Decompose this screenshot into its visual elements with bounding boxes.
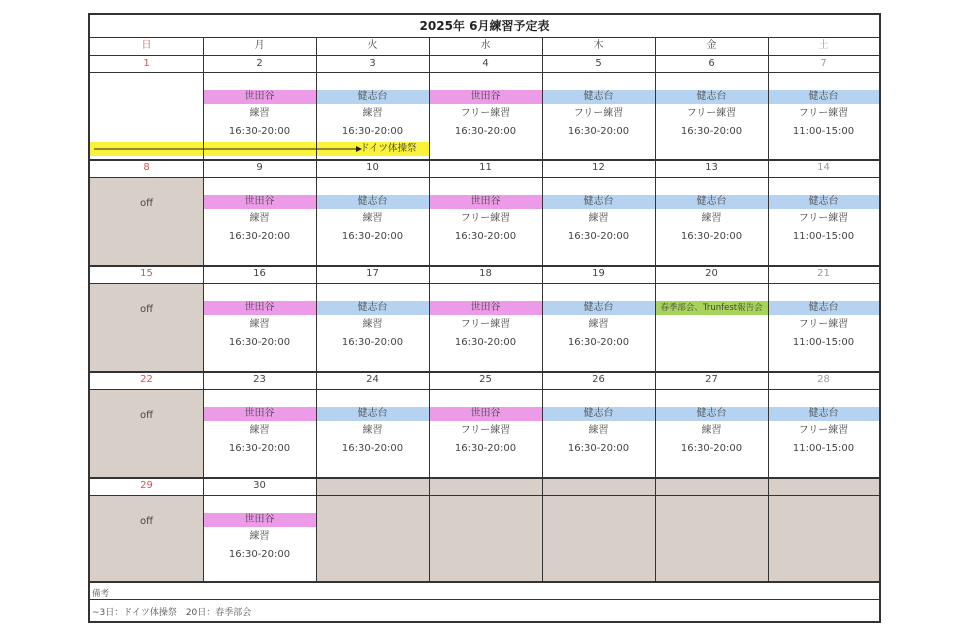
grid-col-line [655, 37, 656, 581]
practice-time: 16:30-20:00 [454, 231, 517, 242]
day-number: 16 [253, 268, 266, 279]
weekday-header: 金 [706, 40, 717, 51]
location-bar: 世田谷 [203, 407, 316, 421]
off-day-cell [90, 283, 203, 371]
off-day-cell [90, 389, 203, 477]
off-label: off [139, 304, 153, 315]
practice-type: フリー練習 [798, 108, 849, 119]
location-bar: 世田谷 [429, 407, 542, 421]
day-number: 19 [592, 268, 605, 279]
location-bar: 健志台 [316, 407, 429, 421]
day-number: 1 [143, 58, 150, 69]
practice-type: フリー練習 [460, 319, 511, 330]
day-number: 22 [140, 374, 153, 385]
practice-type: 練習 [588, 425, 609, 436]
off-label: off [139, 410, 153, 421]
location-bar: 世田谷 [203, 513, 316, 527]
location-bar: 健志台 [316, 90, 429, 104]
day-number: 15 [140, 268, 153, 279]
practice-type: 練習 [249, 425, 270, 436]
practice-time: 16:30-20:00 [341, 443, 404, 454]
day-number: 11 [479, 162, 492, 173]
practice-type: フリー練習 [460, 108, 511, 119]
empty-day-cell [429, 477, 542, 581]
day-number: 2 [256, 58, 263, 69]
practice-type: 練習 [249, 108, 270, 119]
grid-col-line [542, 37, 543, 581]
practice-type: フリー練習 [460, 213, 511, 224]
grid-row-line [90, 495, 879, 496]
practice-time: 16:30-20:00 [228, 549, 291, 560]
location-bar: 健志台 [655, 90, 768, 104]
day-number: 12 [592, 162, 605, 173]
location-bar: 世田谷 [429, 90, 542, 104]
empty-day-cell [655, 477, 768, 581]
location-bar: 世田谷 [429, 301, 542, 315]
day-number: 28 [817, 374, 830, 385]
day-number: 5 [595, 58, 602, 69]
grid-row-line [90, 37, 879, 38]
location-bar: 健志台 [768, 90, 879, 104]
empty-day-cell [316, 477, 429, 581]
grid-row-line [90, 477, 879, 479]
practice-time: 16:30-20:00 [228, 337, 291, 348]
location-bar: 世田谷 [203, 301, 316, 315]
practice-type: 練習 [362, 213, 383, 224]
location-bar: 世田谷 [203, 90, 316, 104]
practice-type: 練習 [588, 319, 609, 330]
grid-row-line [90, 389, 879, 390]
location-bar: 健志台 [655, 195, 768, 209]
location-bar: 健志台 [542, 407, 655, 421]
day-number: 29 [140, 480, 153, 491]
practice-type: フリー練習 [798, 319, 849, 330]
grid-row-line [90, 371, 879, 373]
practice-type: 練習 [362, 108, 383, 119]
location-bar: 健志台 [542, 90, 655, 104]
weekday-header: 火 [367, 40, 378, 51]
grid-row-line [90, 177, 879, 178]
grid-row-line [90, 581, 879, 583]
day-number: 30 [253, 480, 266, 491]
schedule-title: 2025年 6月練習予定表 [419, 19, 550, 33]
practice-time: 16:30-20:00 [341, 231, 404, 242]
practice-type: 練習 [249, 319, 270, 330]
practice-time: 11:00-15:00 [792, 126, 855, 137]
practice-time: 11:00-15:00 [792, 443, 855, 454]
day-number: 13 [705, 162, 718, 173]
off-label: off [139, 516, 153, 527]
empty-day-cell [768, 477, 879, 581]
location-bar: 健志台 [768, 407, 879, 421]
practice-time: 16:30-20:00 [567, 231, 630, 242]
day-number: 20 [705, 268, 718, 279]
practice-time: 11:00-15:00 [792, 231, 855, 242]
notes-label: 備考 [92, 589, 110, 599]
grid-col-line [203, 37, 204, 581]
practice-type: 練習 [362, 319, 383, 330]
practice-time: 16:30-20:00 [680, 443, 743, 454]
grid-col-line [429, 37, 430, 581]
day-number: 18 [479, 268, 492, 279]
location-bar: 世田谷 [429, 195, 542, 209]
grid-col-line [316, 37, 317, 581]
day-number: 23 [253, 374, 266, 385]
practice-type: フリー練習 [798, 425, 849, 436]
location-bar: 健志台 [316, 195, 429, 209]
location-bar: 健志台 [316, 301, 429, 315]
empty-day-cell [542, 477, 655, 581]
weekday-header: 日 [141, 40, 152, 51]
practice-time: 11:00-15:00 [792, 337, 855, 348]
weekday-header: 月 [254, 40, 265, 51]
practice-time: 16:30-20:00 [228, 126, 291, 137]
day-number: 8 [143, 162, 150, 173]
practice-time: 16:30-20:00 [567, 337, 630, 348]
practice-time: 16:30-20:00 [454, 337, 517, 348]
practice-time: 16:30-20:00 [680, 231, 743, 242]
notes-text: ~3日：ドイツ体操祭 20日：春季部会 [92, 608, 252, 618]
day-number: 17 [366, 268, 379, 279]
grid-row-line [90, 55, 879, 56]
practice-type: 練習 [588, 213, 609, 224]
practice-time: 16:30-20:00 [454, 126, 517, 137]
practice-time: 16:30-20:00 [228, 443, 291, 454]
off-label: off [139, 198, 153, 209]
day-number: 21 [817, 268, 830, 279]
grid-row-line [90, 159, 879, 161]
location-bar: 世田谷 [203, 195, 316, 209]
practice-type: 練習 [701, 425, 722, 436]
day-number: 10 [366, 162, 379, 173]
location-bar: 春季部会、Trunfest報告会 [655, 301, 768, 315]
practice-type: フリー練習 [686, 108, 737, 119]
day-number: 25 [479, 374, 492, 385]
day-number: 26 [592, 374, 605, 385]
practice-time: 16:30-20:00 [228, 231, 291, 242]
weekday-header: 水 [480, 40, 491, 51]
location-bar: 健志台 [768, 195, 879, 209]
practice-type: フリー練習 [460, 425, 511, 436]
off-day-cell [90, 177, 203, 265]
weekday-header: 木 [593, 40, 604, 51]
day-number: 6 [708, 58, 715, 69]
practice-time: 16:30-20:00 [341, 126, 404, 137]
grid-row-line [90, 599, 879, 600]
day-number: 7 [820, 58, 827, 69]
practice-type: 練習 [249, 531, 270, 542]
location-bar: 健志台 [542, 301, 655, 315]
grid-col-line [768, 37, 769, 581]
event-arrow-icon [94, 142, 364, 156]
practice-time: 16:30-20:00 [680, 126, 743, 137]
location-bar: 健志台 [542, 195, 655, 209]
location-bar: 健志台 [768, 301, 879, 315]
grid-row-line [90, 283, 879, 284]
practice-time: 16:30-20:00 [341, 337, 404, 348]
practice-time: 16:30-20:00 [454, 443, 517, 454]
schedule-sheet [88, 13, 881, 623]
day-number: 27 [705, 374, 718, 385]
practice-time: 16:30-20:00 [567, 443, 630, 454]
day-number: 24 [366, 374, 379, 385]
weekday-header: 土 [818, 40, 829, 51]
day-number: 3 [369, 58, 376, 69]
day-number: 9 [256, 162, 263, 173]
practice-type: 練習 [249, 213, 270, 224]
location-bar: 健志台 [655, 407, 768, 421]
practice-type: 練習 [701, 213, 722, 224]
off-day-cell [90, 495, 203, 581]
grid-row-line [90, 72, 879, 73]
practice-time: 16:30-20:00 [567, 126, 630, 137]
grid-row-line [90, 265, 879, 267]
practice-type: フリー練習 [573, 108, 624, 119]
day-number: 4 [482, 58, 489, 69]
practice-type: フリー練習 [798, 213, 849, 224]
day-number: 14 [817, 162, 830, 173]
event-banner-label: ドイツ体操祭 [360, 143, 417, 154]
practice-type: 練習 [362, 425, 383, 436]
